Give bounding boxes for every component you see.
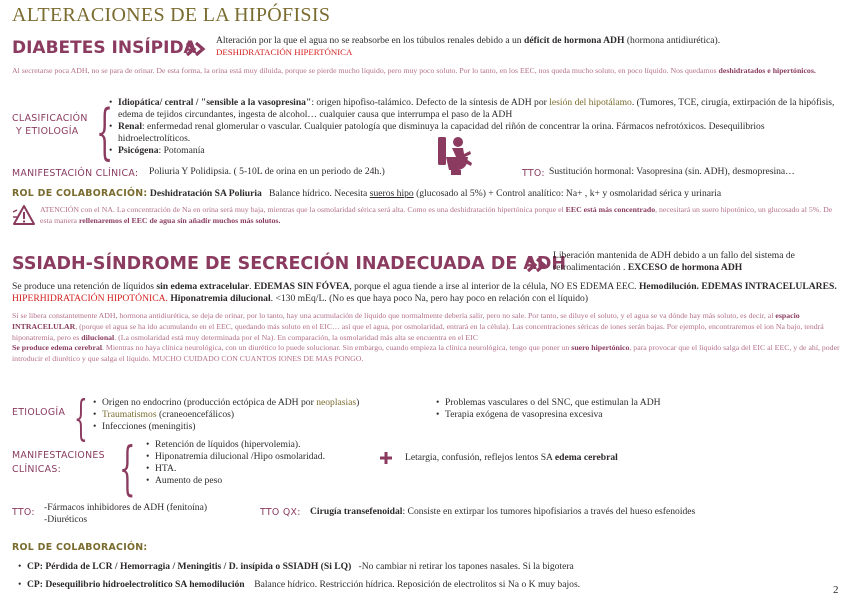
list-item: • Aumento de peso <box>146 475 376 487</box>
list-item: • Origen no endocrino (producción ectópica de ADH por neoplasias) <box>93 397 423 409</box>
person-toilet-icon <box>432 133 476 177</box>
left-brace-icon: { <box>119 434 136 502</box>
di-section-title: DIABETES INSÍPIDA <box>12 38 197 58</box>
siadh-section-title: SSIADH-SÍNDROME DE SECRECIÓN INADECUADA DE ADH <box>12 254 567 274</box>
list-item: • Psicógena: Potomanía <box>109 145 838 157</box>
siadh-rol-label: ROL DE COLABORACIÓN: <box>12 542 148 553</box>
siadh-note: Si se libera constantemente ADH, hormona antidiurética, se deja de orinar, por lo tanto, hay una acumulación de líquido que normalmente debería salir, pero no sale. Por tanto, se diluye el soluto, y el agua se va dónde hay más soluto, es decir, al espacio INTRACELULAR, (porque el agua se ha ido acumulando en el EEC, quedando más soluto en el EIC… así que el agua, por osmolaridad, entrará en la célula). Las concentraciones séricas de iones serán bajas. Por ejemplo, encontraremos el ion Na bajo, tendrá hiponatremia, pero es dilucional. (La osmolaridad está muy determinada por el Na). En comparación, la osmolaridad más alta se encuentra en el EIC Se produce edema cerebral. Mientras no haya clínica neurológica, con un diurético lo puede solucionar. Sin embargo, cuando empieza la clínica neurológica, tengo que poner un suero hipertónico, para provocar que el líquido salga del EIC al EEC, y de ahí, poder introducir el diurético y que salga el líquido. MUCHO CUIDADO CON CUANTOS IONES DE MAS PONGO. <box>12 311 840 363</box>
siadh-ttoqx-label: TTO QX: <box>260 507 301 518</box>
list-item: • Renal: enfermedad renal glomerular o vascular. Cualquier patología que disminuya la capacidad del riñón de concentrar la orina. Fármacos nefrotóxicos. Desequilibrios hidroelectrolíticos. <box>109 121 838 145</box>
siadh-definition: Liberación mantenida de ADH debido a un fallo del sistema de retroalimentación . EXCESO de hormona ADH <box>553 250 795 273</box>
page-number: 2 <box>833 584 839 596</box>
left-brace-icon: { <box>74 390 88 446</box>
list-item: • Idiopática/ central / "sensible a la vasopresina": origen hipofiso-talámico. Defecto de la síntesis de ADH por lesión del hipotálamo. (Tumores, TCE, cirugía, extirpación de la hipófisis, edema de tejidos circundantes, ingesta de alcohol… cualquier causa que interrumpa el paso de la ADH <box>109 97 838 121</box>
left-brace-icon: { <box>96 97 114 167</box>
double-chevron-right-icon <box>526 257 548 273</box>
di-manif-text: Poliuria Y Polidipsia. ( 5-10L de orina en un periodo de 24h.) <box>149 166 385 177</box>
list-item: • CP: Desequilibrio hidroelectrolítico SA hemodilución Balance hídrico. Restricción hídrica. Reposición de electrolitos si Na o K muy bajos. <box>18 576 838 594</box>
siadh-ttoqx-text: Cirugía transefenoidal: Consiste en extirpar los tumores hipofisiarios a través del hueso esfenoides <box>310 506 696 517</box>
di-warning-note: ATENCIÓN con el NA. La concentración de Na en orina será muy baja, mientras que la osmolaridad sérica será alta. Como es una deshidratación hipertónica porque el EEC está más concentrado, necesitará un suero hipotónico, un glucosado al 5%. De esta manera rellenaremos el EEC de agua sin añadir muchos más solutos. <box>40 205 833 225</box>
list-item: • HTA. <box>146 463 376 475</box>
plus-icon <box>379 451 393 465</box>
di-note: Al secretarse poca ADH, no se para de orinar. De esta forma, la orina está muy diluida, porque se pierde mucho líquido, pero muy poco soluto. Por lo tanto, en los EEC, nos queda mucho soluto, en poco líquido. Nos quedamos deshidratados e hipertónicos. <box>12 66 816 75</box>
siadh-manif-list <box>146 439 376 487</box>
di-manif-label: MANIFESTACIÓN CLÍNICA: <box>12 168 139 179</box>
double-chevron-right-icon <box>185 41 207 57</box>
list-item: • Problemas vasculares o del SNC, que estimulan la ADH <box>436 397 836 409</box>
di-clasificacion-label: CLASIFICACIÓN Y ETIOLOGÍA <box>12 113 88 137</box>
list-item: • Hiponatremia dilucional /Hipo osmolaridad. <box>146 451 376 463</box>
list-item: • Infecciones (meningitis) <box>93 421 423 433</box>
siadh-tto-list: -Fármacos inhibidores de ADH (fenitoína) -Diuréticos <box>44 502 208 525</box>
siadh-etio-list-1 <box>93 397 423 433</box>
list-item: • CP: Pérdida de LCR / Hemorragia / Meningitis / D. insípida o SSIADH (Si LQ) -No cambiar ni retirar los tapones nasales. Si la bigotera <box>18 558 838 576</box>
siadh-etio-label: ETIOLOGÍA <box>12 407 66 418</box>
siadh-manif-neuro: Letargia, confusión, reflejos lentos SA edema cerebral <box>405 452 618 463</box>
siadh-manif-label: MANIFESTACIONES CLÍNICAS: <box>12 450 105 475</box>
di-rol-colaboracion: ROL DE COLABORACIÓN: Deshidratación SA Poliuria Balance hídrico. Necesita sueros hipo (glucosado al 5%) + Control analítico: Na+ , k+ y osmolaridad sérica y urinaria <box>12 188 722 199</box>
warning-triangle-icon <box>12 204 36 226</box>
siadh-rol-list <box>18 558 838 593</box>
list-item: • Retención de líquidos (hipervolemia). <box>146 439 376 451</box>
di-tto-text: Sustitución hormonal: Vasopresina (sin. ADH), desmopresina… <box>549 166 795 177</box>
di-tto-label: TTO: <box>522 168 545 179</box>
list-item: • Terapia exógena de vasopresina excesiva <box>436 409 836 421</box>
page-title: ALTERACIONES DE LA HIPÓFISIS <box>12 4 331 26</box>
di-definition: Alteración por la que el agua no se reabsorbe en los túbulos renales debido a un déficit de hormona ADH (hormona antidiurética). DESHIDRATACIÓN HIPERTÓNICA <box>216 35 721 57</box>
siadh-tto-label: TTO: <box>12 507 35 518</box>
siadh-etio-list-2 <box>436 397 836 421</box>
list-item: • Traumatismos (craneoencefálicos) <box>93 409 423 421</box>
siadh-paragraph: Se produce una retención de líquidos sin edema extracelular. EDEMAS SIN FÓVEA, porque el agua tiende a irse al interior de la célula, NO ES EDEMA EEC. Hemodilución. EDEMAS INTRACELULARES. HIPERHIDRATACIÓN HIPOTÓNICA. Hiponatremia dilucional. <130 mEq/L. (No es que haya poco Na, pero hay poco en relación con el líquido) <box>12 281 837 305</box>
